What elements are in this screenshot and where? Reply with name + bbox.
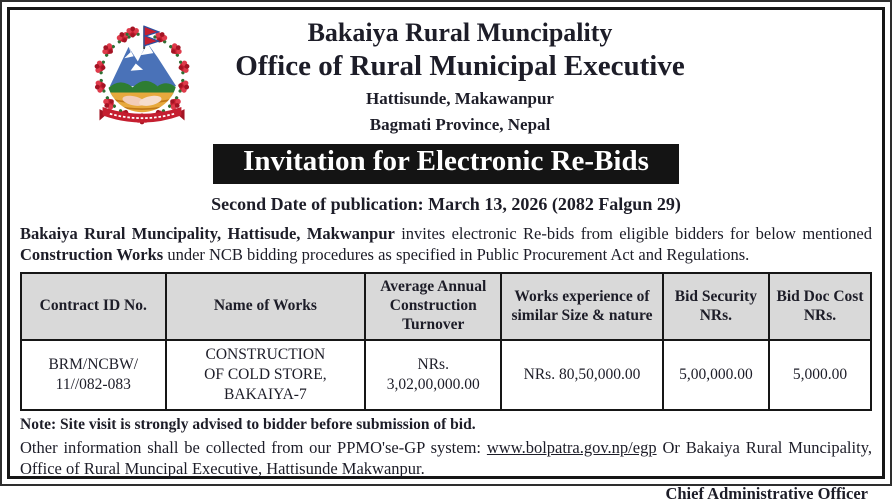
work-name-line-3: BAKAIYA-7 [224, 385, 307, 403]
intro-paragraph [20, 223, 872, 267]
turnover-line-1: NRs. [417, 356, 449, 373]
bids-table [20, 272, 872, 410]
bolpatra-link[interactable]: www.bolpatra.gov.np/egp [486, 437, 657, 457]
intro-tail-text: under NCB bidding procedures as specified in Public Procurement Act and Regulations. [163, 245, 750, 265]
bid-security-cell: 5,00,000.00 [663, 340, 769, 409]
office-name: Office of Rural Municipal Executive [235, 49, 685, 82]
table-row [21, 340, 871, 409]
banner-row [20, 144, 872, 184]
contract-id-line-1: BRM/NCBW/ [48, 356, 139, 373]
other-info-text-after: Or Bakaiya Rural Muncipality, Office of Rural Muncipal Executive, Hattisunde Makwanpur. [20, 437, 872, 479]
col-name-of-works-header: Name of Works [166, 273, 366, 340]
note-line: Note: Site visit is strongly advised to bidder before submission of bid. [20, 415, 476, 433]
nepal-emblem-icon [84, 22, 200, 134]
contract-id-line-2: 11//082-083 [55, 375, 131, 393]
contract-id-cell [21, 340, 166, 409]
municipality-name: Bakaiya Rural Muncipality [307, 18, 613, 47]
col-bid-doc-cost-header: Bid Doc Cost NRs. [769, 273, 871, 340]
address-line-2: Bagmati Province, Nepal [369, 114, 551, 134]
table-header-row [21, 273, 871, 340]
document-frame [7, 7, 885, 504]
intro-lead-bold: Bakaiya Rural Muncipality, Hattisude, Makwanpur [20, 223, 395, 243]
address-line-1: Hattisunde, Makawanpur [366, 89, 554, 109]
col-experience-header: Works experience of similar Size & nature [501, 273, 663, 340]
turnover-line-2: 3,02,00,000.00 [386, 375, 480, 393]
work-name-line-1: CONSTRUCTION [205, 346, 326, 364]
col-contract-id-header: Contract ID No. [21, 273, 166, 340]
experience-cell: NRs. 80,50,000.00 [501, 340, 663, 409]
turnover-cell [365, 340, 501, 409]
work-name-cell [166, 340, 366, 409]
other-info-text-before: Other information shall be collected from our PPMO'se-GP system: [20, 437, 487, 457]
municipality-logo [84, 22, 200, 134]
col-bid-security-header: Bid Security NRs. [663, 273, 769, 340]
bid-doc-cost-cell: 5,000.00 [769, 340, 871, 409]
work-name-line-2: OF COLD STORE, [204, 365, 327, 383]
intro-works-bold: Construction Works [20, 245, 164, 265]
invitation-banner-title: Invitation for Electronic Re-Bids [213, 144, 679, 184]
other-info-paragraph [20, 437, 872, 480]
intro-middle-text: invites electronic Re-bids from eligible bidders for below mentioned [394, 223, 872, 243]
col-turnover-header: Average Annual Construction Turnover [365, 273, 501, 340]
signature-line: Chief Administrative Officer [665, 484, 868, 504]
publication-date-line: Second Date of publication: March 13, 2026 (2082 Falgun 29) [211, 193, 681, 214]
